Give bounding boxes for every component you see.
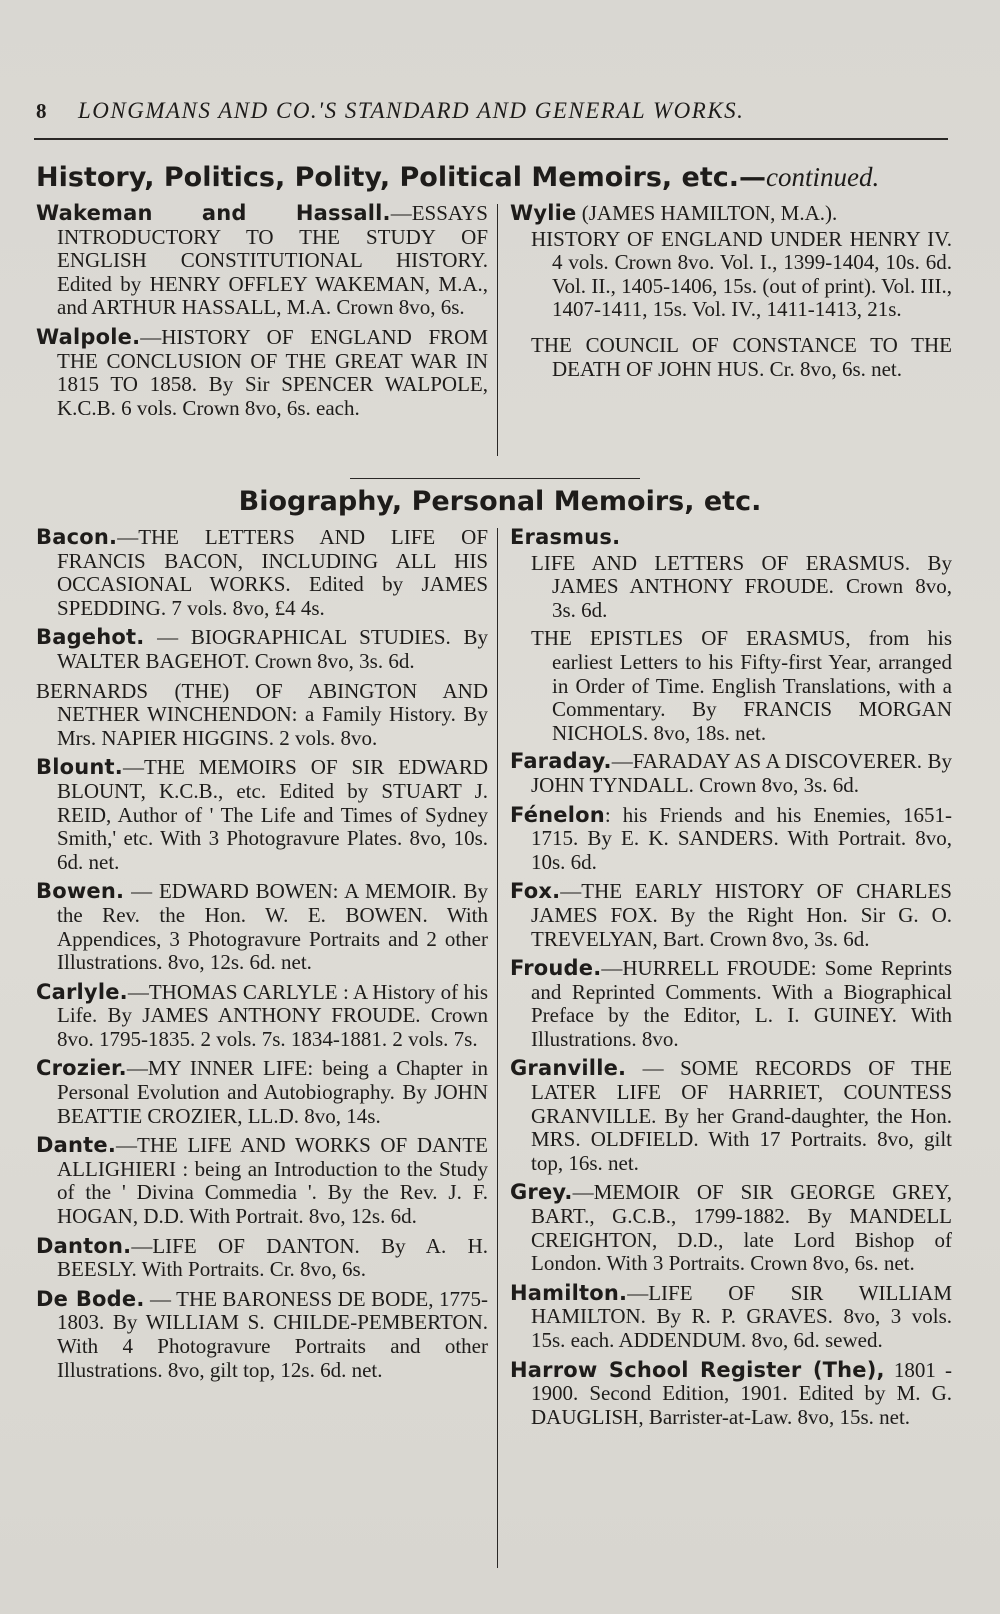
- entry-carlyle: [36, 981, 488, 1052]
- entry-body: —LIFE OF DANTON. By A. H. BEESLY. With Portraits. Cr. 8vo, 6s.: [57, 1233, 488, 1282]
- entry-headword: Danton.: [36, 1233, 132, 1258]
- entry-body: —THOMAS CARLYLE : A History of his Life. By JAMES ANTHONY FROUDE. Crown 8vo. 1795-1835. 2 vols. 7s. 1834-1881. 2 vols. 7s.: [57, 979, 488, 1051]
- column-rule-biography: [497, 528, 498, 1568]
- entry-headword: Bacon.: [36, 525, 118, 549]
- entry-body: —THE EARLY HISTORY OF CHARLES JAMES FOX. By the Right Hon. Sir G. O. TREVELYAN, Bart. Crown 8vo, 3s. 6d.: [531, 879, 952, 951]
- entry-body: —ESSAYS INTRODUCTORY TO THE STUDY OF ENGLISH CONSTITUTIONAL HISTORY. Edited by HENRY OFFLEY WAKEMAN, M.A., and ARTHUR HASSALL, M.A. Crown 8vo, 6s.: [57, 201, 488, 320]
- entry-headword: Carlyle.: [36, 979, 128, 1004]
- entry-headword: Granville.: [510, 1056, 627, 1081]
- entry-body: —LIFE OF SIR WILLIAM HAMILTON. By R. P. GRAVES. 8vo, 3 vols. 15s. each. ADDENDUM. 8vo, 6d. sewed.: [531, 1280, 952, 1352]
- page-number: 8: [36, 99, 48, 123]
- entry-wakeman-hassall: [36, 202, 488, 320]
- entry-headword: Froude.: [510, 956, 602, 981]
- entry-wylie: [510, 202, 952, 226]
- entry-grey: [510, 1181, 952, 1275]
- entry-body: —THE LETTERS AND LIFE OF FRANCIS BACON, INCLUDING ALL HIS OCCASIONAL WORKS. Edited by JAMES SPEDDING. 7 vols. 8vo, £4 4s.: [57, 525, 488, 620]
- biography-right-column: [510, 526, 952, 1435]
- header-rule: [34, 138, 948, 140]
- entry-body: —MY INNER LIFE: being a Chapter in Personal Evolution and Autobiography. By JOHN BEATTIE CROZIER, LL.D. 8vo, 14s.: [57, 1056, 488, 1128]
- entry-headword: Wakeman and Hassall.: [36, 201, 391, 225]
- entry-froude: [510, 957, 952, 1051]
- entry-walpole: [36, 326, 488, 420]
- entry-headword: Erasmus.: [510, 525, 621, 549]
- entry-de-bode: [36, 1288, 488, 1382]
- entry-danton: [36, 1235, 488, 1282]
- continued-label: continued.: [766, 162, 880, 192]
- entry-body: —MEMOIR OF SIR GEORGE GREY, BART., G.C.B., 1799-1882. By MANDELL CREIGHTON, D.D., late Lord Bishop of London. With 3 Portraits. Crown 8vo, 6s. net.: [531, 1180, 952, 1276]
- erasmus-sub-entry: THE EPISTLES OF ERASMUS, from his earliest Letters to his Fifty-first Year, arranged in Order of Time. English Translations, with a Commentary. By FRANCIS MORGAN NICHOLS. 8vo, 18s. net.: [531, 626, 952, 745]
- entry-headword: De Bode.: [36, 1286, 145, 1311]
- section-title-history: [36, 162, 976, 193]
- entry-body: : his Friends and his Enemies, 1651-1715. By E. K. SANDERS. With Portrait. 8vo, 10s. 6d.: [531, 802, 952, 874]
- entry-headword: Bagehot.: [36, 625, 145, 650]
- entry-body: — EDWARD BOWEN: A MEMOIR. By the Rev. the Hon. W. E. BOWEN. With Appendices, 3 Photogravure Portraits and 2 other Illustrations. 8vo, 12s. 6d. net.: [57, 879, 488, 975]
- entry-hamilton: [510, 1282, 952, 1353]
- running-title: LONGMANS AND CO.'S STANDARD AND GENERAL WORKS.: [78, 98, 745, 123]
- entry-body: BERNARDS (THE) OF ABINGTON AND NETHER WINCHENDON: a Family History. By Mrs. NAPIER HIGGINS. 2 vols. 8vo.: [36, 678, 488, 750]
- entry-body: 1801 - 1900. Second Edition, 1901. Edited by M. G. DAUGLISH, Barrister-at-Law. 8vo, 15s. net.: [531, 1357, 952, 1429]
- entry-bernards: [36, 680, 488, 751]
- entry-bagehot: [36, 626, 488, 673]
- entry-headword: Blount.: [36, 755, 123, 780]
- entry-body: —THE LIFE AND WORKS OF DANTE ALLIGHIERI : being an Introduction to the Study of the ' Divina Commedia '. By the Rev. J. F. HOGAN, D.D. With Portrait. 8vo, 12s. 6d.: [57, 1133, 488, 1229]
- history-right-column: [510, 202, 952, 386]
- entry-harrow: [510, 1359, 952, 1430]
- entry-body: — THE BARONESS DE BODE, 1775-1803. By WILLIAM S. CHILDE-PEMBERTON. With 4 Photogravure Portraits and other Illustrations. 8vo, gilt top, 12s. 6d. net.: [57, 1286, 488, 1382]
- entry-headword: Crozier.: [36, 1056, 127, 1081]
- entry-headword: Bowen.: [36, 879, 125, 904]
- entry-headword: Walpole.: [36, 324, 141, 349]
- section-title-history-text: History, Politics, Polity, Political Memoirs, etc.—: [36, 162, 767, 193]
- entry-body: —FARADAY AS A DISCOVERER. By JOHN TYNDALL. Crown 8vo, 3s. 6d.: [531, 749, 952, 797]
- erasmus-sub-entry: LIFE AND LETTERS OF ERASMUS. By JAMES ANTHONY FROUDE. Crown 8vo, 3s. 6d.: [531, 550, 952, 622]
- entry-headword: Fénelon: [510, 802, 605, 827]
- entry-dante: [36, 1134, 488, 1228]
- entry-body: —HISTORY OF ENGLAND FROM THE CONCLUSION OF THE GREAT WAR IN 1815 TO 1858. By Sir SPENCER WALPOLE, K.C.B. 6 vols. Crown 8vo, 6s. each.: [57, 324, 488, 420]
- entry-fox: [510, 880, 952, 951]
- history-left-column: [36, 202, 488, 426]
- entry-headword: Grey.: [510, 1180, 573, 1205]
- entry-bacon: [36, 526, 488, 620]
- running-head: [36, 98, 956, 132]
- entry-headword: Faraday.: [510, 749, 612, 774]
- wylie-sub-entry: THE COUNCIL OF CONSTANCE TO THE DEATH OF JOHN HUS. Cr. 8vo, 6s. net.: [531, 332, 952, 381]
- entry-body: —HURRELL FROUDE: Some Reprints and Reprinted Comments. With a Biographical Preface by the Editor, L. I. GUINEY. With Illustrations. 8vo.: [531, 956, 952, 1051]
- entry-headword: Fox.: [510, 879, 561, 904]
- entry-headword-rest: (JAMES HAMILTON, M.A.).: [576, 201, 838, 225]
- entry-headword: Dante.: [36, 1133, 117, 1158]
- entry-granville: [510, 1057, 952, 1175]
- column-rule-history: [497, 204, 498, 456]
- entry-headword: Hamilton.: [510, 1280, 628, 1305]
- entry-body: — BIOGRAPHICAL STUDIES. By WALTER BAGEHOT. Crown 8vo, 3s. 6d.: [57, 625, 488, 673]
- section-divider: [350, 478, 640, 479]
- entry-blount: [36, 756, 488, 874]
- entry-headword: Wylie: [510, 201, 577, 225]
- entry-body: — SOME RECORDS OF THE LATER LIFE OF HARRIET, COUNTESS GRANVILLE. By her Grand-daughter, the Hon. MRS. OLDFIELD. With 17 Portraits. 8vo, gilt top, 16s. net.: [531, 1056, 952, 1175]
- entry-body: —THE MEMOIRS OF SIR EDWARD BLOUNT, K.C.B., etc. Edited by STUART J. REID, Author of ' The Life and Times of Sydney Smith,' etc. With 3 Photogravure Plates. 8vo, 10s. 6d. net.: [57, 755, 488, 874]
- section-title-biography: Biography, Personal Memoirs, etc.: [238, 486, 762, 517]
- biography-left-column: [36, 526, 488, 1388]
- entry-faraday: [510, 750, 952, 797]
- entry-headword: Harrow School Register (The),: [510, 1357, 885, 1382]
- entry-fenelon: [510, 804, 952, 875]
- entry-erasmus: [510, 526, 952, 550]
- entry-bowen: [36, 880, 488, 974]
- wylie-sub-entry: HISTORY OF ENGLAND UNDER HENRY IV. 4 vols. Crown 8vo. Vol. I., 1399-1404, 10s. 6d. Vol. II., 1405-1406, 15s. (out of print). Vol. III., 1407-1411, 15s. Vol. IV., 1411-1413, 21s.: [531, 226, 952, 322]
- entry-crozier: [36, 1057, 488, 1128]
